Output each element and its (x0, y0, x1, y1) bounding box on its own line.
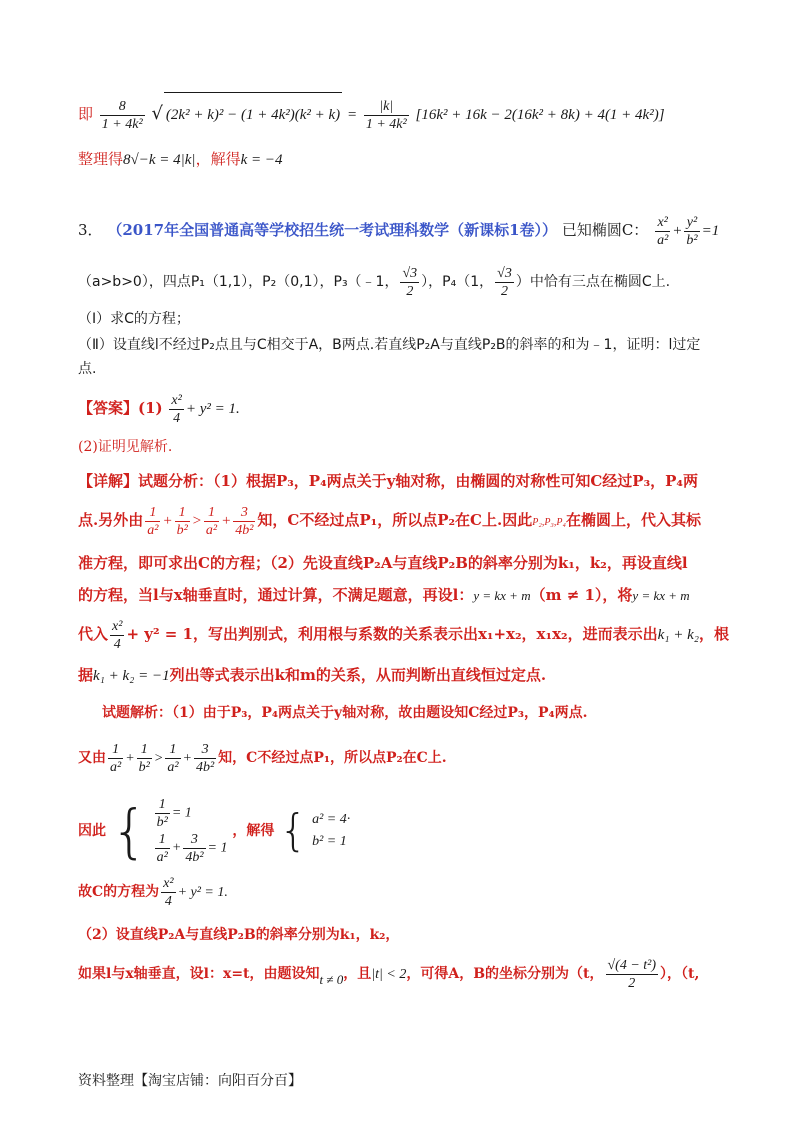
fraction (100, 98, 145, 133)
text: ₃（﹣1， (341, 274, 399, 290)
text: + y² = 1，写出判别式，利用根与系数的关系表示出x₁+x₂，x₁x₂，进而表示出 (126, 625, 658, 643)
fraction (165, 741, 180, 776)
dot: · (346, 812, 351, 827)
denominator: 1 + 4k² (365, 116, 407, 132)
math-expr: k₁ + k₂ (657, 627, 699, 643)
fraction (183, 831, 205, 866)
solution-line-5: （2）设直线P₂A与直线P₂B的斜率分别为k₁，k₂， (78, 927, 400, 943)
text: 整理得 (78, 150, 124, 168)
text: ），P (421, 274, 451, 290)
equation-system (153, 796, 228, 866)
denominator: 2 (400, 282, 419, 300)
fraction (155, 831, 170, 866)
math-expr: k = −4 (240, 152, 283, 168)
equation-line-2 (78, 148, 740, 171)
math-expr: y = kx + m (632, 588, 690, 603)
answer-part-2: (2)证明见解析. (78, 439, 173, 455)
numerator: 3 (201, 741, 209, 757)
denominator: 2 (495, 282, 514, 300)
numerator: x² (112, 618, 123, 634)
denominator: 2 (606, 974, 659, 992)
numerator: 1 (158, 797, 166, 812)
answer-line (78, 388, 740, 428)
numerator: 1 (207, 504, 215, 520)
text: ，且 (343, 966, 372, 982)
problem-points (78, 262, 740, 302)
text: ，解得 (195, 150, 241, 168)
numerator: √3 (497, 265, 512, 281)
text: 在椭圆上，代入其标 (566, 511, 702, 529)
solution-line-4 (78, 872, 740, 912)
denominator: 4b² (185, 850, 204, 865)
denominator: a² (147, 522, 159, 538)
math-expr: |t| < 2 (371, 967, 407, 982)
denominator: 4 (110, 635, 124, 653)
sqrt-body: (2k² + k)² − (1 + 4k²)(k² + k) (164, 92, 342, 137)
numerator: x² (171, 392, 182, 408)
text: ），（t, (660, 966, 700, 982)
denominator: a² (156, 850, 168, 865)
numerator: 1 (149, 504, 157, 520)
numerator: 1 (140, 741, 148, 757)
denominator: a² (167, 759, 179, 775)
text: 已知椭圆C： (561, 221, 649, 239)
text: （a>b>0），四点P (78, 274, 200, 290)
fraction (495, 265, 514, 300)
text: 据 (78, 666, 94, 684)
fraction (204, 504, 219, 539)
result-row: b² = 1 (312, 834, 347, 849)
math-expr: k₁ + k₂ = −1 (93, 668, 170, 684)
fraction (655, 214, 670, 249)
detail-line-6 (78, 664, 740, 687)
fraction (169, 392, 183, 427)
fraction (161, 875, 175, 910)
plus: + (672, 223, 683, 239)
denominator: 4b² (195, 759, 215, 775)
fraction (137, 741, 152, 776)
denominator: 4 (161, 892, 175, 910)
math-expr: y = kx + m (473, 588, 531, 603)
text: ₂（0,1），P (270, 274, 342, 290)
text: ，可得A，B的坐标分别为（t， (406, 966, 604, 982)
numerator: 8 (118, 98, 126, 114)
denominator: 1 + 4k² (101, 116, 143, 132)
detail-line-5 (78, 614, 740, 654)
text: ，解得 (232, 823, 275, 839)
solution-line-2: 又由 $\frac{1}{\text{a²}}$ + $\frac{1}{\text{b²}}$ > $\frac{1}{\text{a²}}$ + $\frac{3}{\text{4b²}}$ 知，C不经过点P₁，所以点P₂在C上. (78, 741, 447, 775)
fraction (364, 98, 409, 133)
text: 又由 (78, 750, 106, 766)
system-row (153, 796, 228, 831)
result-row (312, 809, 350, 831)
equals: = (346, 107, 358, 123)
math-expr: + y² = 1. (177, 885, 228, 900)
fraction (108, 741, 123, 776)
text: 如果l与x轴垂直，设l：x=t，由题设知 (78, 966, 320, 982)
fraction (145, 504, 160, 539)
solution-system (78, 796, 740, 872)
numerator: 3 (190, 832, 198, 847)
math-expr: t ≠ 0 (319, 972, 344, 987)
problem-header (78, 212, 740, 248)
denominator: a² (657, 232, 669, 248)
page-footer: 资料整理【淘宝店铺：向阳百分百】 (78, 1073, 302, 1089)
numerator: √3 (402, 265, 418, 281)
bracket-expression: [16k² + 16k − 2(16k² + 8k) + 4(1 + 4k²)] (415, 107, 665, 123)
fraction (155, 796, 170, 831)
rhs: =1 (701, 223, 720, 239)
detail-line-4 (78, 584, 740, 607)
solution-line-6 (78, 952, 740, 996)
fraction (400, 265, 419, 300)
problem-part-2: （Ⅱ）设直线l不经过P₂点且与C相交于A，B两点.若直线P₂A与直线P₂B的斜率的和为﹣1，证明：l过定 (78, 337, 701, 353)
numerator: 1 (169, 741, 177, 757)
text: ₁（1,1），P (199, 274, 271, 290)
left-brace: { (279, 805, 308, 856)
fraction (606, 957, 659, 992)
detail-line-1: 【详解】试题分析：（1）根据P₃，P₄两点关于y轴对称，由椭圆的对称性可知C经过P₃，P₄两 (78, 472, 698, 490)
numerator: √(4 − t²) (607, 957, 657, 973)
math-expr: a² = 4 (312, 812, 347, 827)
detail-line-2: 点.另外由 $\frac{1}{\text{a²}}$ + $\frac{1}{\text{b²}}$ > $\frac{1}{\text{a²}}$ + $\frac{3}{\text{4b²}}$ 知，C不经过点P₁，所以点P₂在C上.因此P₂,P₃,P₄在椭圆上，代入其标 (78, 504, 702, 538)
problem-source: （2017年全国普通高等学校招生统一考试理科数学（新课标1卷）） (107, 221, 558, 239)
numerator: 1 (112, 741, 120, 757)
problem-number: 3． (78, 221, 103, 239)
text: （m ≠ 1），将 (530, 586, 633, 604)
fraction (194, 741, 216, 776)
text: 知，C不经过点P₁，所以点P₂在C上. (218, 750, 447, 766)
denominator: a² (205, 522, 218, 538)
text: 代入 (78, 625, 109, 643)
math-expr: + y² = 1. (185, 401, 240, 417)
radical-sign: √ (151, 103, 163, 124)
text: 点.另外由 (78, 511, 144, 529)
denominator: b² (686, 232, 698, 248)
answer-label: 【答案】(1) (78, 399, 163, 417)
solution-line-1: 试题解析：（1）由于P₃，P₄两点关于y轴对称，故由题设知C经过P₃，P₄两点. (102, 705, 588, 721)
denominator: b² (138, 759, 150, 775)
numerator: 3 (240, 504, 248, 520)
text: 列出等式表示出k和m的关系，从而判断出直线恒过定点. (169, 666, 547, 684)
numerator: 1 (158, 832, 166, 847)
text: 的方程，当l与x轴垂直时，通过计算，不满足题意，再设l： (78, 586, 474, 604)
numerator: |k| (379, 98, 394, 114)
equation-line-1 (78, 92, 740, 136)
text: 因此 (78, 823, 106, 839)
numerator: x² (163, 875, 174, 891)
solution-result (312, 809, 350, 853)
problem-part-1: （Ⅰ）求C的方程； (78, 311, 190, 327)
left-brace: { (110, 797, 148, 865)
rhs: = 1 (171, 805, 192, 821)
numerator: x² (657, 214, 668, 230)
rhs: = 1 (207, 840, 228, 856)
denominator: a² (110, 759, 122, 775)
fraction (175, 504, 190, 539)
text: 故C的方程为 (78, 884, 160, 900)
numerator: 1 (178, 504, 186, 520)
denominator: b² (176, 522, 188, 538)
fraction (110, 618, 124, 653)
fraction (684, 214, 699, 249)
problem-part-2-cont: 点. (78, 361, 97, 377)
text: ₄（1， (450, 274, 494, 290)
text: ，根 (698, 625, 729, 643)
points: P₂,P₃,P₄ (532, 517, 566, 528)
detail-line-3: 准方程，即可求出C的方程；（2）先设直线P₂A与直线P₂B的斜率分别为k₁，k₂，再设直线l (78, 554, 688, 572)
system-row: $\frac{1}{\text{a²}}$ + $\frac{3}{\text{4b²}}$ = 1 (156, 832, 228, 865)
fraction (233, 504, 255, 539)
numerator: y² (686, 214, 698, 230)
denominator: 4b² (235, 522, 254, 538)
denominator: 4 (169, 409, 183, 427)
text: ）中恰有三点在椭圆C上. (515, 274, 671, 290)
denominator: b² (156, 815, 168, 830)
line1-prefix: 即 (78, 105, 94, 123)
math-expr: 8√−k = 4|k| (123, 152, 196, 168)
text: 知，C不经过点P₁，所以点P₂在C上.因此 (257, 511, 533, 529)
